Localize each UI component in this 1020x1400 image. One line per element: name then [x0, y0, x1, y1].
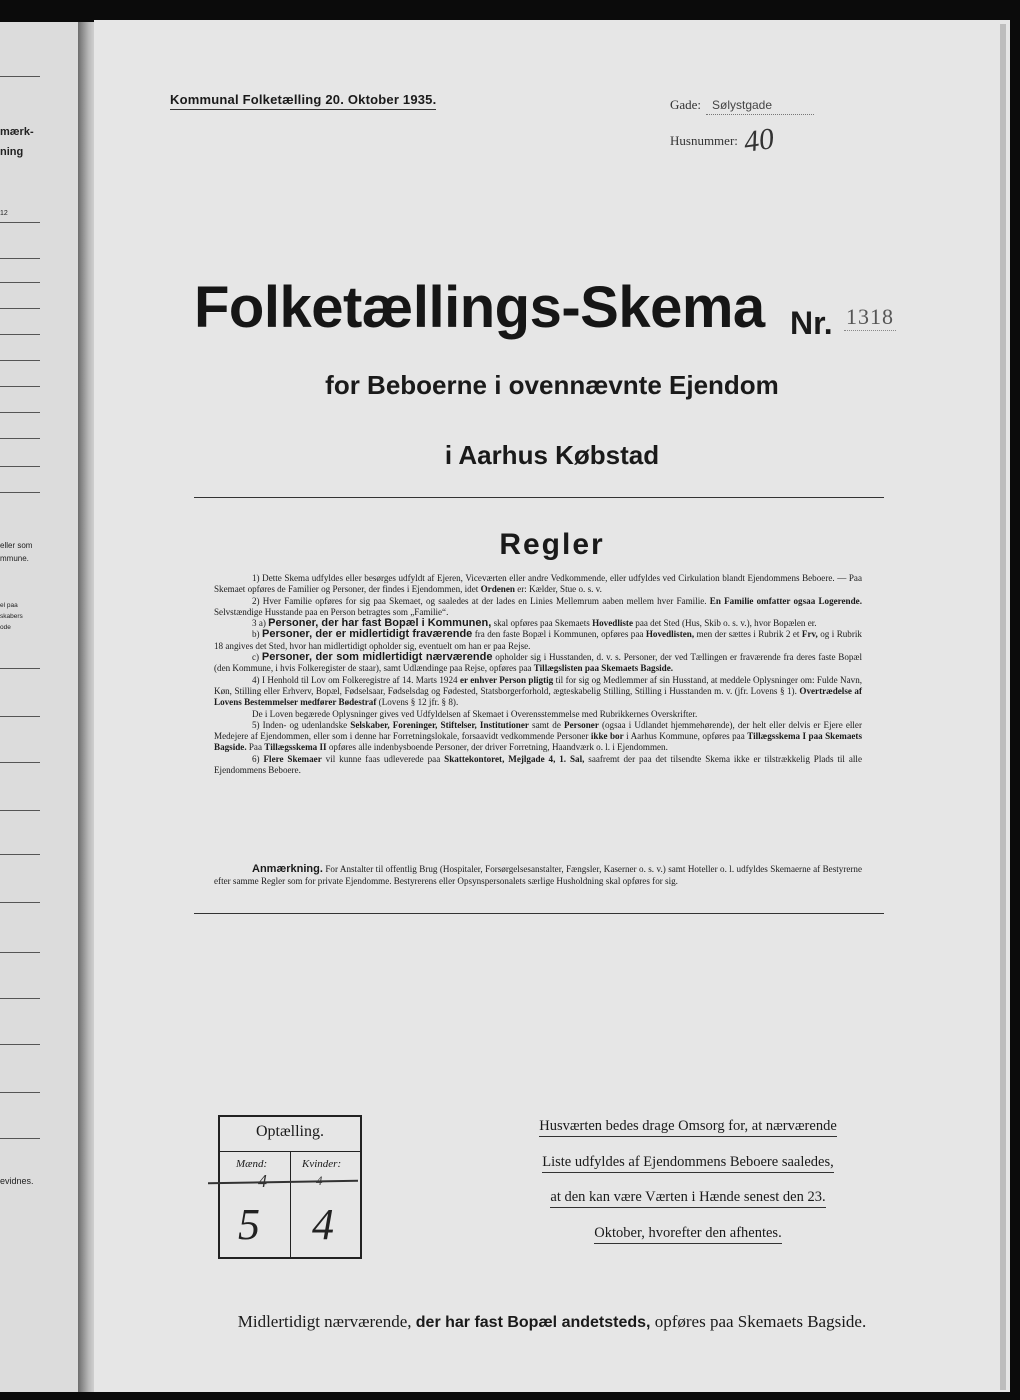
- strike-through-line: [208, 1180, 358, 1185]
- rule-2: 2) Hver Familie opføres for sig paa Skemaet, og saaledes at der lades en Linies Mellemrum aaben mellem hver Familie. En Familie omfatter ogsaa Logerende. Selvstændige Husstande paa en Person betragtes som „Familie“.: [214, 595, 862, 617]
- footer-text: opføres paa Skemaets Bagside.: [654, 1312, 867, 1331]
- left-page-rule: [0, 854, 40, 855]
- left-page-rule: [0, 76, 40, 77]
- left-page-rule: [0, 998, 40, 999]
- footer-text: Midlertidigt nærværende,: [237, 1312, 412, 1331]
- men-count-struck: 4: [258, 1171, 267, 1191]
- left-page-text: ode: [0, 624, 11, 631]
- left-page-rule: [0, 952, 40, 953]
- rule-3a: 3 a) Personer, der har fast Bopæl i Kommunen, skal opføres paa Skemaets Hovedliste paa det Sted (Hus, Skib o. s. v.), hvor Bopælen er.: [252, 617, 817, 630]
- form-subtitle-location: i Aarhus Købstad: [444, 440, 660, 470]
- remark-text: [214, 864, 862, 887]
- left-page-rule: [0, 466, 40, 467]
- left-page-text: mærk-: [0, 126, 34, 138]
- left-page-text: evidnes.: [0, 1176, 34, 1186]
- remark-body: For Anstalter til offentlig Brug (Hospitaler, Forsørgelsesanstalter, Fængsler, Kaserner o. s. v.) samt Hoteller o. l. udfyldes Skemaerne af Bestyrerne efter samme Regler som for private Ejendomme. Bestyrerens eller Opsynspersonalets særlige Husholdning skal opføres for sig.: [214, 864, 862, 886]
- form-title: Folketællings-Skema: [194, 275, 765, 340]
- street-underline: [706, 114, 814, 115]
- left-page-rule: [0, 334, 40, 335]
- count-box: [218, 1115, 362, 1259]
- rules-heading: Regler: [499, 528, 605, 561]
- street-label: Gade:: [670, 97, 702, 112]
- left-page-text: eller som: [0, 541, 33, 550]
- footer-note: [94, 1312, 1010, 1332]
- left-page-rule: [0, 1092, 40, 1093]
- rule-1: 1) Dette Skema udfyldes eller besørges udfyldt af Ejeren, Viceværten eller andre Vedkommende, eller udfyldes ved Cirkulation blandt Ejendommens Beboere. — Paa Skemaet opføres de Familier og Personer, der findes i Ejendommen, idet Ordenen er: Kælder, Stue o. s. v.: [214, 573, 862, 595]
- section-divider: [194, 913, 884, 914]
- remark-heading: Anmærkning.: [252, 863, 323, 875]
- rule-4: 4) I Henhold til Lov om Folkeregistre af 14. Marts 1924 er enhver Person pligtig til for sig og Medlemmer af sin Husstand, at meddele Oplysninger om: Fulde Navn, Køn, Stilling eller Erhverv, Bopæl, Fødselsaar, Fødselsdag og Fødested, Statsborgerforhold, ægteskabelig Stilling, Stilling i Husstanden m. v. (jfr. Lovens § 1). Overtrædelse af Lovens Bestemmelser medfører Bødestraf (Lovens § 12 jfr. § 8).: [214, 674, 863, 708]
- left-page-rule: [0, 716, 40, 717]
- count-box-divider: [290, 1151, 291, 1257]
- left-page-rule: [0, 1044, 40, 1045]
- left-page-rule: [0, 492, 40, 493]
- left-page-strip: [0, 22, 78, 1392]
- men-count: 5: [238, 1200, 260, 1249]
- rules-text: [214, 573, 862, 776]
- rule-4b: De i Loven begærede Oplysninger gives ved Udfyldelsen af Skemaet i Overensstemmelse med Rubrikkernes Overskrifter.: [252, 708, 698, 719]
- host-notice-line: Husværten bedes drage Omsorg for, at nærværende: [539, 1118, 837, 1137]
- left-page-rule: [0, 1138, 40, 1139]
- form-subtitle: for Beboerne i ovennævnte Ejendom: [325, 370, 779, 400]
- form-number-stamp: 1318: [846, 304, 894, 329]
- left-page-text: 12: [0, 210, 8, 217]
- left-page-rule: [0, 258, 40, 259]
- house-number-value: 40: [741, 122, 777, 159]
- left-page-rule: [0, 902, 40, 903]
- left-page-text: el paa: [0, 602, 18, 609]
- footer-text-bold: der har fast Bopæl andetsteds,: [415, 1314, 651, 1331]
- left-page-text: skabers: [0, 613, 23, 620]
- street-value: Sølystgade: [712, 98, 773, 112]
- page-edge: [1000, 24, 1006, 1390]
- house-number-label: Husnummer:: [670, 133, 738, 148]
- census-header: Kommunal Folketælling 20. Oktober 1935.: [170, 92, 436, 110]
- women-label: Kvinder:: [302, 1158, 342, 1170]
- rule-3c: c) Personer, der som midlertidigt nærværende opholder sig i Husstanden, d. v. s. Personer, der ved Tællingen er fraværende fra deres faste Bopæl (den Kommune, i hvis Folkeregister de staar), samt Udlændinge paa Rejse, opføres paa Tillægslisten paa Skemaets Bagside.: [214, 651, 863, 674]
- men-label: Mænd:: [236, 1158, 268, 1170]
- left-page-rule: [0, 762, 40, 763]
- left-page-rule: [0, 438, 40, 439]
- left-page-rule: [0, 412, 40, 413]
- host-notice: [518, 1118, 858, 1260]
- host-notice-line: Oktober, hvorefter den afhentes.: [594, 1225, 781, 1244]
- left-page-text: ning: [0, 146, 24, 158]
- rule-5: 5) Inden- og udenlandske Selskaber, Foreninger, Stiftelser, Institutioner samt de Personer (ogsaa i Udlandet hjemmehørende), der helt eller delvis er Ejere eller Medejere af Ejendommen, eller som i denne har Forretningslokale, forsaavidt vedkommende Personer ikke bor i Aarhus Kommune, opføres paa Tillægsskema I paa Skemaets Bagside. Paa Tillægsskema II opføres alle indenbysboende Personer, der driver Forretning, Haandværk o. l. i Ejendommen.: [214, 719, 862, 753]
- left-page-rule: [0, 360, 40, 361]
- rule-3b: b) Personer, der er midlertidigt fraværende fra den faste Bopæl i Kommunen, opføres paa Hovedlisten, men der sættes i Rubrik 2 et Frv, og i Rubrik 18 angives det Sted, hvor han midlertidigt opholder sig, eventuelt om han er paa Rejse.: [214, 628, 862, 651]
- left-page-rule: [0, 668, 40, 669]
- left-page-rule: [0, 308, 40, 309]
- women-count-struck: 4: [316, 1173, 323, 1188]
- left-page-rule: [0, 386, 40, 387]
- census-form-page: [94, 20, 1010, 1392]
- left-page-rule: [0, 282, 40, 283]
- count-title: Optælling.: [255, 1123, 324, 1140]
- host-notice-line: at den kan være Værten i Hænde senest den 23.: [550, 1189, 825, 1208]
- left-page-rule: [0, 222, 40, 223]
- women-count: 4: [312, 1200, 334, 1249]
- left-page-rule: [0, 810, 40, 811]
- section-divider: [194, 497, 884, 498]
- form-number-label: Nr.: [790, 305, 833, 341]
- rule-6: 6) Flere Skemaer vil kunne faas udleverede paa Skattekontoret, Mejlgade 4, 1. Sal, saafremt der paa det tilsendte Skema ikke er tilstrækkelig Plads til alle Ejendommens Beboere.: [214, 753, 862, 776]
- host-notice-line: Liste udfyldes af Ejendommens Beboere saaledes,: [542, 1154, 834, 1173]
- left-page-text: mmune.: [0, 554, 29, 563]
